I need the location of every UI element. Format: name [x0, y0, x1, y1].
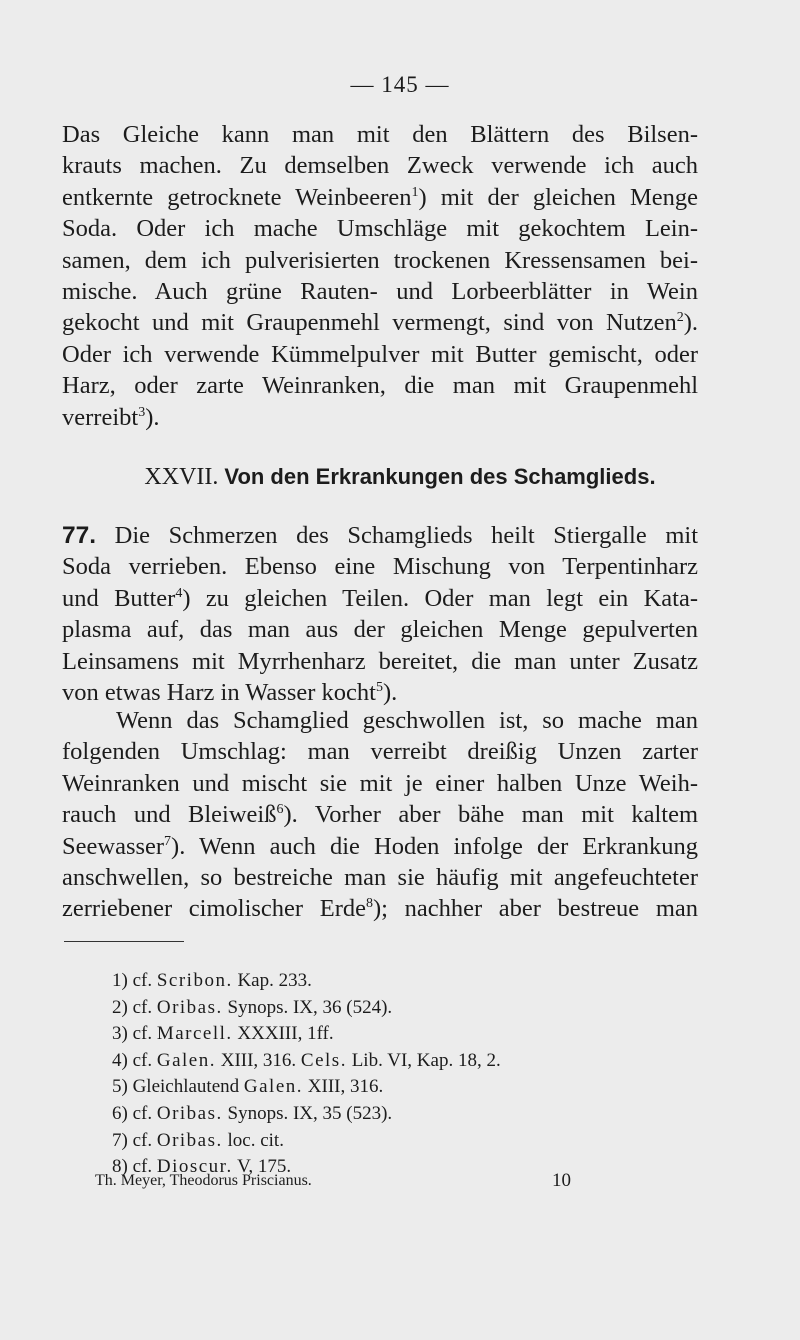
footnote: 7) cf. Oribas. loc. cit. — [112, 1129, 284, 1151]
text-line: Weinranken und mischt sie mit je einer halben Unze Weih- — [62, 769, 698, 797]
text-line: Harz, oder zarte Weinranken, die man mit Graupenmehl — [62, 372, 698, 400]
footnote-divider — [64, 941, 184, 942]
section-heading — [0, 464, 800, 491]
text-line: Seewasser$^7$). Wenn auch die Hoden infolge der Erkrankung — [62, 832, 698, 860]
footnote: 6) cf. Oribas. Synops. IX, 35 (523). — [112, 1102, 393, 1124]
heading-title: Von den Erkrankungen des Schamglieds. — [224, 464, 656, 489]
footnote-ref: 5 — [375, 679, 383, 695]
footnote: 4) cf. Galen. XIII, 316. Cels. Lib. VI, Kap. 18, 2. — [112, 1049, 501, 1071]
text-line: verreibt$^3$). — [62, 403, 160, 431]
text-line: Das Gleiche kann man mit den Blättern des Bilsen- — [62, 121, 698, 148]
paragraph-1 — [62, 119, 698, 433]
text-line: und Butter$^4$) zu gleichen Teilen. Oder man legt ein Kata- — [62, 584, 698, 612]
text-line: von etwas Harz in Wasser kocht$^5$). — [62, 678, 398, 706]
footnote: 3) cf. Marcell. XXXIII, 1ff. — [112, 1023, 334, 1045]
footnote-ref: 6 — [276, 802, 284, 818]
text-line: krauts machen. Zu demselben Zweck verwende ich auch — [62, 152, 698, 180]
paragraph-2 — [62, 520, 698, 708]
text-line: anschwellen, so bestreiche man sie häufig mit angefeuchteter — [62, 863, 698, 891]
footnote-ref: 3 — [138, 404, 146, 420]
footnotes — [112, 968, 501, 1181]
text-line: Wenn das Schamglied geschwollen ist, so mache man — [116, 707, 698, 734]
text-line: Leinsamens mit Myrrhenharz bereitet, die man unter Zusatz — [62, 647, 698, 675]
footer-signature: Th. Meyer, Theodorus Priscianus. — [95, 1172, 312, 1189]
text-line: folgenden Umschlag: man verreibt dreißig Unzen zarter — [62, 738, 698, 766]
footnote: 5) Gleichlautend Galen. XIII, 316. — [112, 1076, 384, 1098]
page-number: — 145 — — [350, 72, 450, 97]
heading-numeral: XXVII. — [144, 464, 219, 490]
text-line: entkernte getrocknete Weinbeeren$^1$) mit der gleichen Menge — [62, 183, 698, 211]
footnote: 2) cf. Oribas. Synops. IX, 36 (524). — [112, 996, 393, 1018]
paragraph-3 — [62, 705, 698, 925]
text-line: Soda verrieben. Ebenso eine Mischung von Terpentinharz — [62, 553, 698, 581]
text-line: Soda. Oder ich mache Umschläge mit gekochtem Lein- — [62, 215, 698, 243]
text-line: Oder ich verwende Kümmelpulver mit Butter gemischt, oder — [62, 340, 698, 368]
text-line: mische. Auch grüne Rauten- und Lorbeerblätter in Wein — [62, 277, 698, 305]
footnote-ref: 8 — [365, 896, 373, 912]
text-line: gekocht und mit Graupenmehl vermengt, sind von Nutzen$^2$). — [62, 309, 698, 337]
text-line: plasma auf, das man aus der gleichen Menge gepulverten — [62, 616, 698, 644]
text-line: samen, dem ich pulverisierten trockenen Kressensamen bei- — [62, 246, 698, 274]
footnote-ref: 1 — [411, 184, 419, 200]
footnote: 8) cf. Dioscur. V, 175. — [112, 1156, 292, 1178]
text-line: 77. Die Schmerzen des Schamglieds heilt Stiergalle mit — [62, 522, 698, 549]
section-number: 77. — [62, 522, 97, 549]
text-line: zerriebener cimolischer Erde$^8$); nachher aber bestreue man — [62, 895, 698, 923]
footnote-ref: 2 — [676, 310, 684, 326]
footnote-ref: 7 — [164, 833, 172, 849]
footnote-ref: 4 — [175, 585, 183, 601]
footer-sheet-number: 10 — [552, 1170, 571, 1191]
text-line: rauch und Bleiweiß$^6$). Vorher aber bähe man mit kaltem — [62, 801, 698, 829]
footnote: 1) cf. Scribon. Kap. 233. — [112, 970, 312, 991]
